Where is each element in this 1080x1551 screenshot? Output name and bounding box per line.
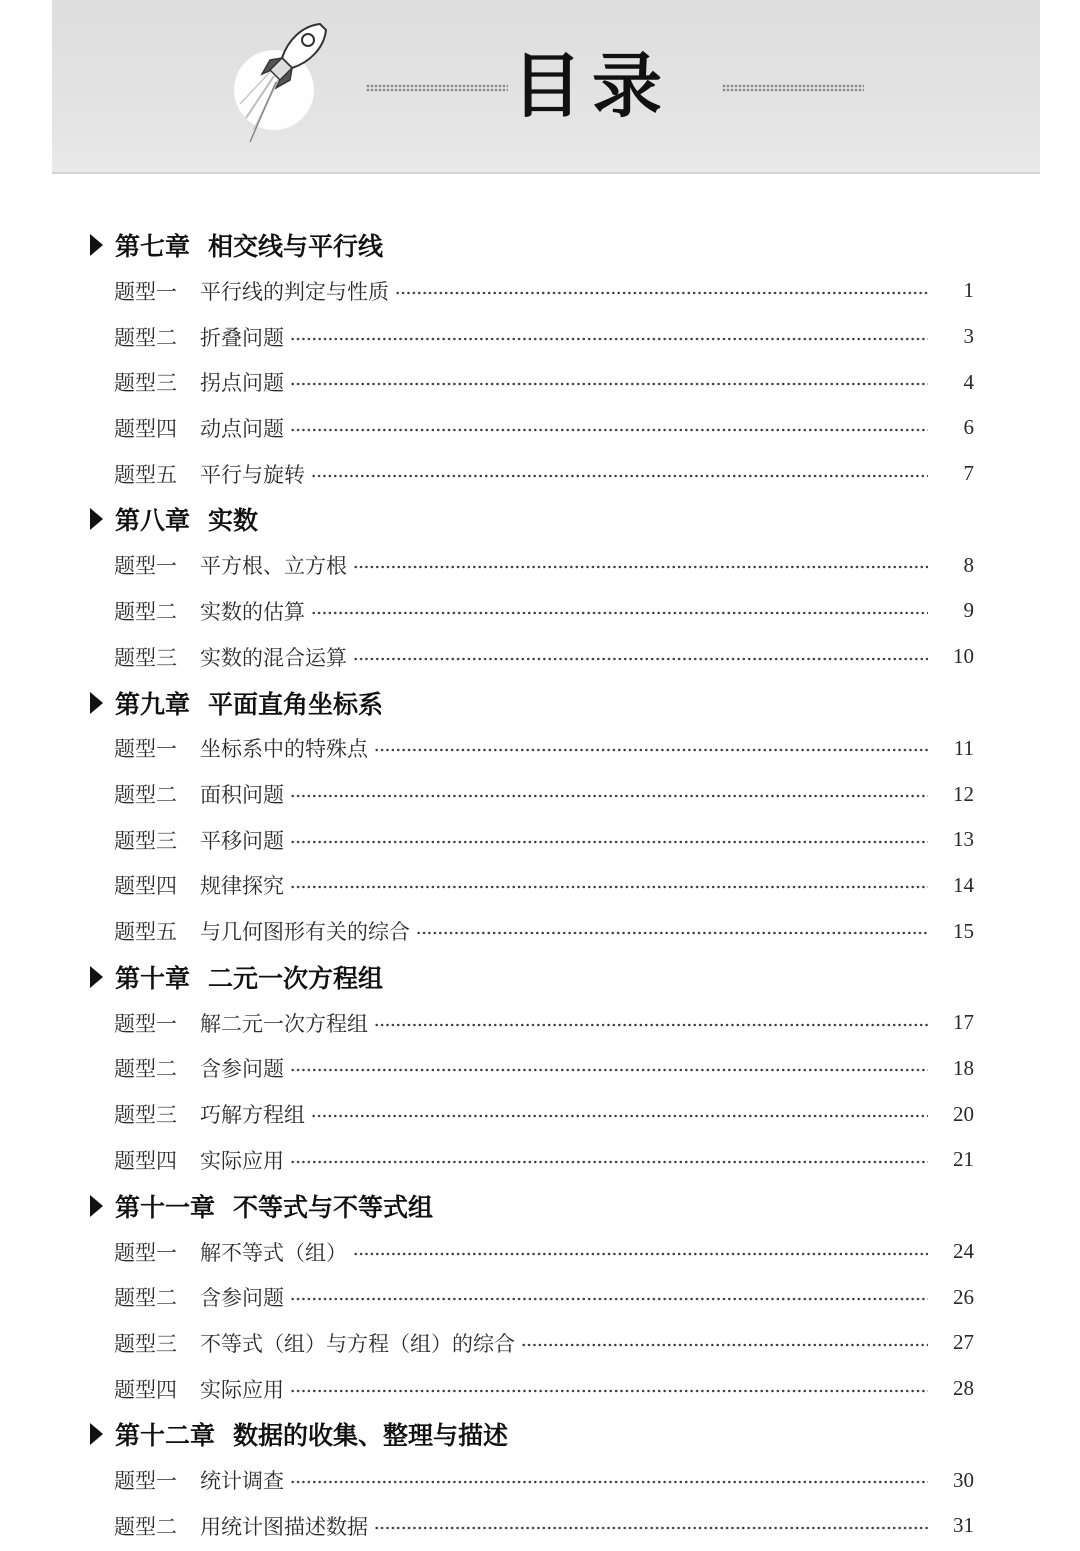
entry-type: 题型二 [114,1514,177,1539]
entry-title: 拐点问题 [200,371,284,396]
page-number: 3 [963,324,974,349]
dot-leader [290,382,928,386]
rocket-icon [232,18,332,148]
page-number: 21 [953,1147,974,1172]
entry-title: 实数的混合运算 [200,645,347,670]
page-number: 1 [963,278,974,303]
page-number: 9 [963,598,974,623]
toc-entry[interactable] [0,451,1080,497]
entry-type: 题型二 [114,599,177,624]
page-number: 8 [963,552,974,577]
dot-leader [311,611,928,615]
entry-title: 平移问题 [200,828,284,853]
entry-type: 题型五 [114,462,177,487]
chapter-title: 平面直角坐标系 [208,689,384,719]
dot-leader [353,657,928,661]
entry-type: 题型三 [114,371,177,396]
entry-type: 题型三 [114,828,177,853]
entry-title: 实数的估算 [200,599,305,624]
page-number: 6 [963,415,974,440]
chapter-number: 第九章 [115,689,191,719]
entry-title: 面积问题 [200,783,284,808]
chapter-number: 第十一章 [115,1192,216,1222]
entry-title: 用统计图描述数据 [200,1514,368,1539]
entry-title: 折叠问题 [200,325,284,350]
entry-type: 题型一 [114,1240,177,1265]
toc-entry[interactable] [0,588,1080,634]
dot-leader [374,1526,928,1530]
toc-entry[interactable] [0,1091,1080,1137]
entry-type: 题型四 [114,416,177,441]
chapter-heading[interactable] [0,1183,1080,1229]
entry-title: 规律探究 [200,874,284,899]
dot-leader [374,1023,928,1027]
entry-title: 与几何图形有关的综合 [200,920,410,945]
page-number: 27 [953,1330,974,1355]
toc-entry[interactable] [0,359,1080,405]
entry-type: 题型三 [114,1331,177,1356]
page-number: 12 [953,781,974,806]
toc-entry[interactable] [0,1503,1080,1549]
page-number: 31 [953,1513,974,1538]
entry-type: 题型四 [114,1148,177,1173]
dot-leader [290,885,928,889]
entry-type: 题型一 [114,1011,177,1036]
toc-entry[interactable] [0,1229,1080,1275]
entry-title: 坐标系中的特殊点 [200,737,368,762]
entry-title: 含参问题 [200,1057,284,1082]
chapter-title: 相交线与平行线 [208,232,384,261]
toc-entry[interactable] [0,542,1080,588]
chapter-number: 第八章 [115,506,191,536]
toc-entry[interactable] [0,771,1080,817]
entry-type: 题型三 [114,645,177,670]
page-number: 20 [953,1101,974,1126]
toc-entry[interactable] [0,1137,1080,1183]
toc-entry[interactable] [0,268,1080,314]
triangle-bullet-icon [90,692,103,714]
toc-entry[interactable] [0,1366,1080,1412]
chapter-title: 二元一次方程组 [208,963,384,993]
entry-title: 平行线的判定与性质 [200,279,389,304]
page-number: 7 [963,461,974,486]
triangle-bullet-icon [90,1195,103,1217]
toc-entry[interactable] [0,863,1080,909]
dot-leader [290,1389,928,1393]
chapter-heading[interactable] [0,496,1080,542]
toc-entry[interactable] [0,1000,1080,1046]
entry-title: 解二元一次方程组 [200,1011,368,1036]
entry-type: 题型三 [114,1103,177,1128]
toc-entry[interactable] [0,1457,1080,1503]
entry-type: 题型一 [114,737,177,762]
chapter-title: 数据的收集、整理与描述 [233,1421,509,1451]
page-title: 目录 [512,45,672,127]
page-number: 4 [963,369,974,394]
toc-entry[interactable] [0,1274,1080,1320]
dot-leader [290,1160,928,1164]
chapter-heading[interactable] [0,680,1080,726]
dot-leader [290,337,928,341]
entry-title: 平行与旋转 [200,462,305,487]
dot-leader [290,794,928,798]
title-ornament-right [722,83,864,93]
toc-entry[interactable] [0,1046,1080,1092]
dot-leader [290,1297,928,1301]
table-of-contents [0,222,1080,1549]
entry-type: 题型一 [114,1469,177,1494]
entry-title: 动点问题 [200,416,284,441]
entry-title: 解不等式（组） [200,1240,347,1265]
dot-leader [290,428,928,432]
dot-leader [311,1114,928,1118]
entry-type: 题型二 [114,783,177,808]
page-number: 30 [953,1467,974,1492]
page-number: 11 [953,735,974,760]
page-number: 13 [953,827,974,852]
chapter-title: 不等式与不等式组 [233,1192,434,1222]
page-number: 17 [953,1010,974,1035]
chapter-title: 实数 [208,506,259,536]
toc-entry[interactable] [0,726,1080,772]
triangle-bullet-icon [90,508,103,530]
triangle-bullet-icon [90,1423,103,1445]
chapter-number: 第七章 [115,232,191,261]
triangle-bullet-icon [90,234,103,256]
page-number: 26 [953,1284,974,1309]
entry-title: 实际应用 [200,1377,284,1402]
toc-entry[interactable] [0,908,1080,954]
entry-type: 题型二 [114,325,177,350]
chapter-heading[interactable] [0,1411,1080,1457]
toc-entry[interactable] [0,817,1080,863]
toc-entry[interactable] [0,1320,1080,1366]
entry-type: 题型四 [114,874,177,899]
entry-title: 实际应用 [200,1148,284,1173]
chapter-number: 第十二章 [115,1421,216,1451]
entry-type: 题型二 [114,1286,177,1311]
toc-entry[interactable] [0,634,1080,680]
dot-leader [290,840,928,844]
page-number: 24 [953,1239,974,1264]
dot-leader [290,1480,928,1484]
entry-title: 统计调查 [200,1469,284,1494]
entry-title: 巧解方程组 [200,1103,305,1128]
dot-leader [311,474,928,478]
page-number: 15 [953,918,974,943]
dot-leader [374,748,928,752]
header-banner [52,0,1040,174]
toc-entry[interactable] [0,314,1080,360]
entry-type: 题型一 [114,554,177,579]
dot-leader [416,931,928,935]
dot-leader [290,1068,928,1072]
chapter-heading[interactable] [0,222,1080,268]
entry-type: 题型四 [114,1377,177,1402]
title-ornament-left [366,83,508,93]
page-number: 18 [953,1055,974,1080]
page-number: 14 [953,872,974,897]
entry-title: 含参问题 [200,1286,284,1311]
entry-type: 题型一 [114,279,177,304]
dot-leader [353,565,928,569]
toc-entry[interactable] [0,405,1080,451]
entry-title: 不等式（组）与方程（组）的综合 [200,1331,515,1356]
dot-leader [395,291,928,295]
triangle-bullet-icon [90,966,103,988]
page-number: 10 [953,644,974,669]
entry-type: 题型二 [114,1057,177,1082]
chapter-heading[interactable] [0,954,1080,1000]
dot-leader [521,1343,928,1347]
entry-type: 题型五 [114,920,177,945]
dot-leader [353,1252,928,1256]
entry-title: 平方根、立方根 [200,554,347,579]
chapter-number: 第十章 [115,963,191,993]
page-number: 28 [953,1376,974,1401]
